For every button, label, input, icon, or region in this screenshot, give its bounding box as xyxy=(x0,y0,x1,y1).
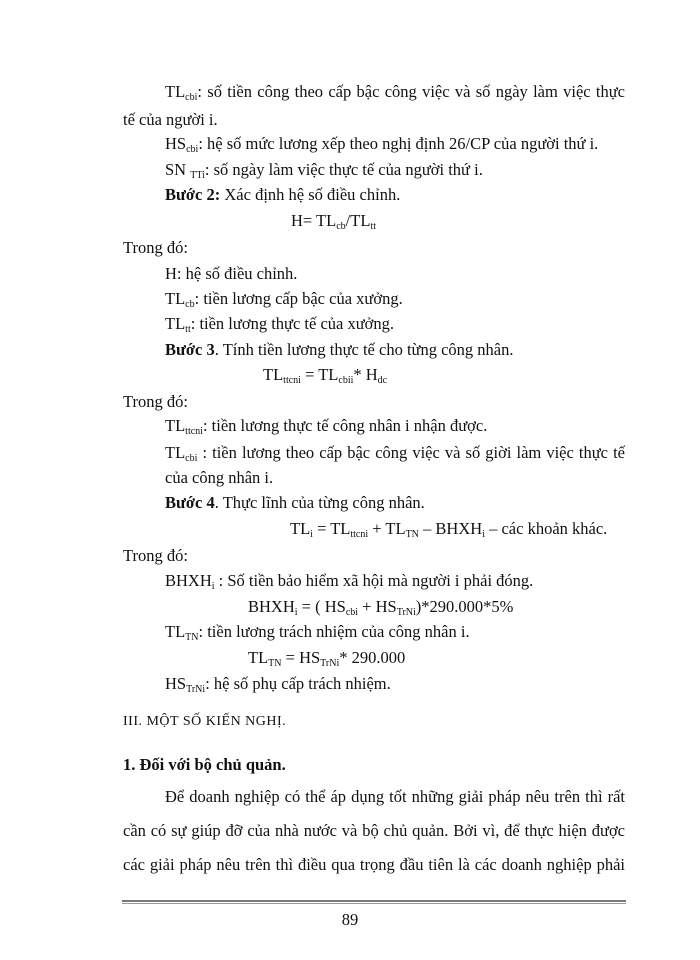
text-line: Trong đó: xyxy=(123,238,188,257)
footer-divider xyxy=(122,900,626,902)
text-line: $TL_{cbi}$ : tiền lương theo cấp bậc công việc và số giời làm việc thực tế xyxy=(165,443,625,464)
text-line: Trong đó: xyxy=(123,546,188,565)
text-line: $TL_{TN}$: tiền lương trách nhiệm của công nhân i. xyxy=(165,622,470,643)
text-line: Bước 3. Tính tiền lương thực tế cho từng công nhân. xyxy=(165,340,514,359)
footer-divider xyxy=(122,903,626,904)
paragraph-line: các giải pháp nêu trên thì điều qua trọng đầu tiên là các doanh nghiệp phải xyxy=(123,855,625,874)
subsection-heading: 1. Đối với bộ chủ quản. xyxy=(123,755,286,774)
formula: $TL_i = TL_{ttcni} + TL_{TN}$ – $BHXH_i$ – các khoản khác. xyxy=(290,519,608,540)
text-line: của công nhân i. xyxy=(165,468,274,487)
formula: $TL_{TN} = HS_{TrNi}*$ 290.000 xyxy=(248,648,406,669)
formula: $BHXH_i$ = ( $HS_{cbi} + HS_{TrNi})*290.000*5\%$ xyxy=(248,597,514,618)
text-line: $TL_{ttcni}$: tiền lương thực tế công nhân i nhận được. xyxy=(165,416,488,437)
text-line: tế của người i. xyxy=(123,110,218,129)
text-line: $BHXH_i$ : Số tiền bảo hiểm xã hội mà người i phải đóng. xyxy=(165,571,534,592)
text-line: Trong đó: xyxy=(123,392,188,411)
page-number: 89 xyxy=(341,910,359,929)
paragraph-line: Để doanh nghiệp có thể áp dụng tốt những giải pháp nêu trên thì rất xyxy=(165,787,625,806)
text-line: $HS_{cbi}$: hệ số mức lương xếp theo nghị định 26/CP của người thứ i. xyxy=(165,134,599,155)
text-line: $TL_{tt}$: tiền lương thực tế của xưởng. xyxy=(165,314,395,335)
formula: $TL_{ttcni} = TL_{cbii}*$ $H_{dc}$ xyxy=(263,365,388,386)
text-line: $HS_{TrNi}$: hệ số phụ cấp trách nhiệm. xyxy=(165,674,391,695)
paragraph-line: cần có sự giúp đỡ của nhà nước và bộ chủ quản. Bởi vì, để thực hiện được xyxy=(123,821,625,840)
text-line: $TL_{cb}$: tiền lương cấp bậc của xưởng. xyxy=(165,289,403,310)
formula: $H= TL_{cb}/TL_{tt}$ xyxy=(291,211,376,232)
text-line: SN $_{TTi}$: số ngày làm việc thực tế của người thứ i. xyxy=(165,160,483,181)
text-line: Bước 2: Xác định hệ số điều chỉnh. xyxy=(165,185,401,204)
text-line: $TL_{cbi}$: số tiền công theo cấp bậc công việc và số ngày làm việc thực xyxy=(165,82,625,103)
text-line: Bước 4. Thực lĩnh của từng công nhân. xyxy=(165,493,425,512)
text-line: H: hệ số điều chỉnh. xyxy=(165,264,298,283)
section-heading: III. MỘT SỐ KIẾN NGHỊ. xyxy=(123,714,287,729)
